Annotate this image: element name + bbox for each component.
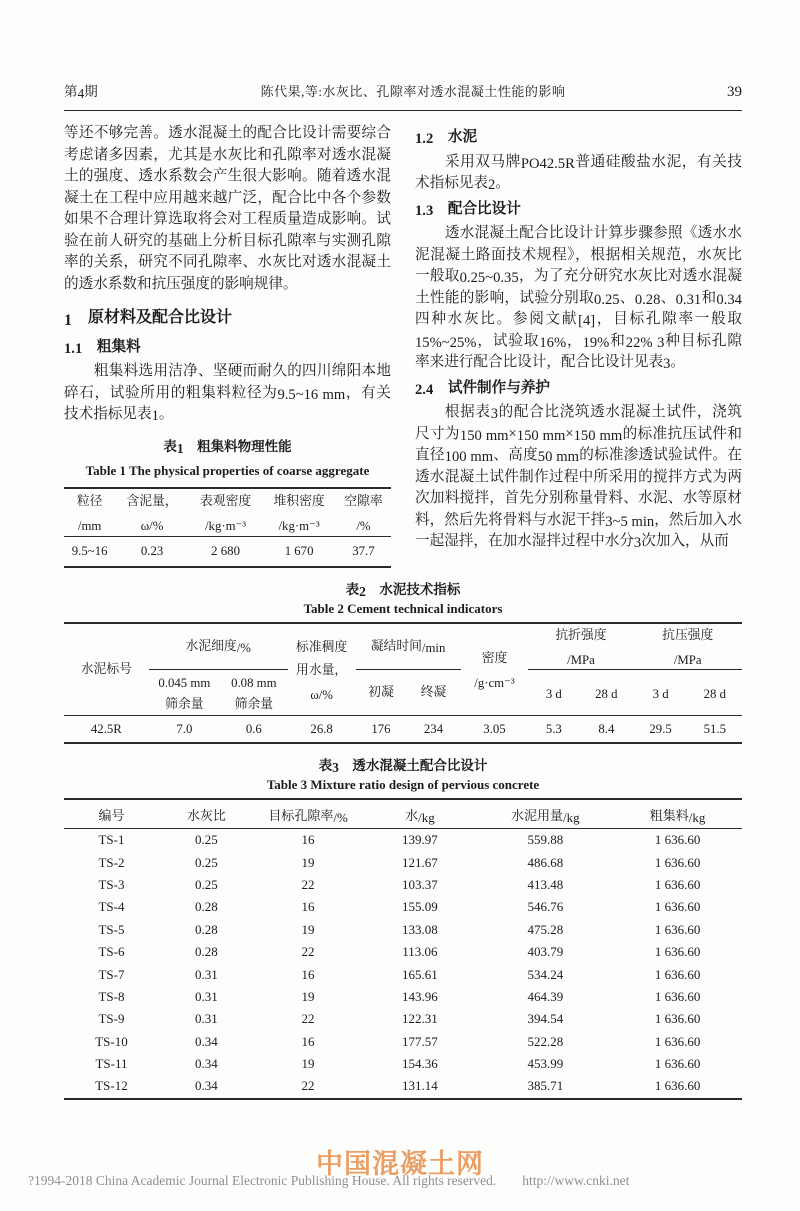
table-cell: 103.37 [402, 876, 438, 892]
table-row [64, 896, 742, 918]
table-cell: TS-8 [98, 988, 125, 1004]
table-row [64, 874, 742, 896]
table-cell: 26.8 [310, 722, 333, 736]
page-content [0, 80, 800, 1100]
table-cell: 234 [423, 722, 444, 736]
column-header: 3 d [633, 670, 687, 716]
table-cell: 0.34 [194, 1078, 218, 1094]
table-cell: 19 [301, 1056, 315, 1072]
table-cell: 8.4 [598, 722, 615, 736]
table-cell: 546.76 [527, 899, 564, 915]
section-heading-1: 1 原材料及配合比设计 [64, 309, 233, 329]
column-header: 初凝 [356, 670, 407, 716]
table-cell: 0.31 [194, 966, 218, 982]
table-cell: 0.31 [194, 1011, 218, 1027]
table1-data-row [64, 536, 391, 567]
table-cell: 0.34 [194, 1056, 218, 1072]
table-cell: 0.28 [194, 921, 218, 937]
table3-caption-en: Table 3 Mixture ratio design of pervious concrete [266, 777, 540, 792]
table-cell: 133.08 [402, 921, 438, 937]
table-cell: 1 636.60 [654, 899, 701, 915]
table-cell: 534.24 [527, 966, 564, 982]
table2-block [64, 578, 742, 744]
table-cell: 29.5 [649, 722, 672, 736]
table-cell: 1 636.60 [654, 988, 701, 1004]
table-cell: TS-4 [98, 899, 125, 915]
table-cell: 42.5R [90, 722, 122, 736]
table3-caption-zh: 表3 透水混凝土配合比设计 [318, 758, 488, 776]
watermark: 中国混凝土网 [316, 1149, 484, 1179]
table-cell: TS-10 [95, 1033, 128, 1049]
column-header: 目标孔隙率/% [254, 799, 362, 829]
table3-header-row [64, 799, 742, 829]
table-cell: 16 [301, 832, 315, 848]
column-header: 粒径 /mm [64, 488, 115, 537]
table-row [64, 986, 742, 1008]
table-cell: 486.68 [527, 854, 564, 870]
table-cell: 131.14 [402, 1078, 438, 1094]
paragraph: 透水混凝土配合比设计计算步骤参照《透水水泥混凝土路面技术规程》，根据相关规范，水灰比一般取0.25~0.35，为了充分研究水灰比对透水混凝土性能的影响，试验分别取0.25、0.28、0.31和0.34四种水灰比。参阅文献[4]，目标孔隙率一般取15%~25%，试验取16%，19%和22% 3种目标孔隙率来进行配合比设计，配合比设计见表3。 [415, 225, 742, 373]
column-header: 含泥量， ω/% [115, 488, 189, 537]
table-cell: 22 [301, 1011, 315, 1027]
table-cell: TS-12 [95, 1078, 128, 1094]
table-cell: TS-1 [98, 832, 125, 848]
table-cell: 385.71 [527, 1078, 564, 1094]
two-column-body [64, 123, 742, 568]
column-header: 标准稠度 用水量， ω/% [288, 623, 356, 716]
column-header: 0.08 mm 筛余量 [220, 670, 288, 716]
table-cell: 113.06 [402, 944, 438, 960]
table-row [64, 1008, 742, 1030]
right-column [415, 123, 742, 568]
column-header: 粗集料/kg [613, 799, 742, 829]
paragraph: 等还不够完善。透水混凝土的配合比设计需要综合考虑诸多因素，尤其是水灰比和孔隙率对透水混凝土的强度、透水系数会产生很大影响。随着透水混凝土在工程中应用越来越广泛，配合比中各个参数如果不合理计算选取将会对工程质量造成影响。试验在前人研究的基础上分析目标孔隙率与实测孔隙率的关系，研究不同孔隙率、水灰比对透水混凝土的透水系数和抗压强度的影响规律。 [64, 125, 391, 292]
section-heading-1-2: 1.2 水泥 [415, 129, 478, 148]
paragraph: 采用双马牌PO42.5R普通硅酸盐水泥，有关技术指标见表2。 [415, 153, 742, 194]
table-cell: 22 [301, 876, 315, 892]
running-title: 陈代果,等:水灰比、孔隙率对透水混凝土性能的影响 [260, 84, 566, 99]
column-header: 表观密度 /kg·m⁻³ [189, 488, 263, 537]
table-row [64, 1075, 742, 1098]
left-column [64, 123, 391, 568]
page-header [64, 80, 742, 111]
table-cell: 143.96 [402, 988, 438, 1004]
table-cell: 2 680 [211, 543, 240, 558]
table-cell: 51.5 [703, 722, 727, 736]
table-cell: 122.31 [402, 1011, 438, 1027]
table-cell: 559.88 [527, 832, 564, 848]
table2-group-header-row [64, 623, 742, 670]
column-group-header: 凝结时间/min [356, 623, 461, 670]
table-row [64, 1053, 742, 1075]
table-cell: TS-9 [98, 1011, 125, 1027]
table-cell: 16 [301, 1033, 315, 1049]
table-cell: 19 [301, 921, 315, 937]
table1 [64, 487, 391, 569]
paragraph: 根据表3的配合比浇筑透水混凝土试件，浇筑尺寸为150 mm×150 mm×150 mm的标准抗压试件和直径100 mm、高度50 mm的标准渗透试验试件。在透水混凝土试件制作过程中所采用的搅拌方式为两次加料搅拌，首先分别称量骨料、水泥、水等原材料，然后先将骨料与水泥干拌3~5 min，然后加入水一起湿拌，在加水湿拌过程中水分3次加入，从而 [415, 404, 742, 552]
table-cell: 453.99 [527, 1056, 564, 1072]
table-cell: 1 636.60 [654, 854, 701, 870]
table-row [64, 941, 742, 963]
table-cell: 475.28 [527, 921, 564, 937]
section-heading-1-3: 1.3 配合比设计 [415, 200, 521, 219]
table-cell: 0.28 [194, 944, 218, 960]
table-cell: 1 636.60 [654, 921, 701, 937]
table-cell: 3.05 [483, 722, 506, 736]
table-cell: 37.7 [352, 543, 375, 558]
table2-caption-zh: 表2 水泥技术指标 [345, 582, 461, 600]
table-cell: 5.3 [545, 722, 562, 736]
table-cell: TS-7 [98, 966, 125, 982]
table-cell: 1 636.60 [654, 832, 701, 848]
table-cell: 22 [301, 944, 315, 960]
column-header: 水/kg [362, 799, 477, 829]
table1-caption-en: Table 1 The physical properties of coarse aggregate [85, 463, 370, 478]
table-row [64, 829, 742, 852]
table-cell: 0.23 [140, 543, 164, 558]
table-cell: 522.28 [527, 1033, 564, 1049]
table-cell: 1 636.60 [654, 1033, 701, 1049]
table-cell: 0.25 [194, 832, 218, 848]
table-cell: 16 [301, 966, 315, 982]
table-cell: 403.79 [527, 944, 564, 960]
table-cell: 1 636.60 [654, 966, 701, 982]
table1-block [64, 436, 391, 569]
table-cell: 1 636.60 [654, 876, 701, 892]
column-group-header: 水泥细度/% [149, 623, 288, 670]
column-header: 堆积密度 /kg·m⁻³ [262, 488, 336, 537]
table-cell: 1 636.60 [654, 1011, 701, 1027]
table-cell: 1 670 [284, 543, 314, 558]
column-header: 终凝 [406, 670, 460, 716]
table-cell: 0.31 [194, 988, 218, 1004]
page-number: 39 [727, 84, 742, 100]
table1-header-row [64, 488, 391, 537]
table-cell: 413.48 [527, 876, 564, 892]
table-row [64, 851, 742, 873]
table-cell: TS-6 [98, 944, 125, 960]
table-cell: TS-3 [98, 876, 125, 892]
paper-page [0, 80, 800, 1211]
table-cell: 16 [301, 899, 315, 915]
journal-issue: 第4期 [64, 84, 98, 102]
table-cell: 19 [301, 854, 315, 870]
table3-block [64, 754, 742, 1100]
table-cell: 176 [371, 722, 391, 736]
table-cell: 154.36 [402, 1056, 438, 1072]
table2-sub-header-row [64, 670, 742, 716]
table-cell: TS-5 [98, 921, 125, 937]
column-header: 空隙率 /% [336, 488, 391, 537]
table-cell: 139.97 [402, 832, 438, 848]
column-header: 水灰比 [159, 799, 254, 829]
table2-caption-en: Table 2 Cement technical indicators [303, 601, 503, 616]
table3 [64, 798, 742, 1100]
table-cell: 464.39 [527, 988, 564, 1004]
table-cell: 1 636.60 [654, 1078, 701, 1094]
column-header: 密度 /g·cm⁻³ [461, 623, 529, 716]
table-cell: 19 [301, 988, 315, 1004]
column-header: 水泥标号 [64, 623, 149, 716]
table-row [64, 1031, 742, 1053]
table-cell: 177.57 [402, 1033, 438, 1049]
table2-data-row [64, 716, 742, 744]
column-group-header: 抗压强度 /MPa [633, 623, 742, 670]
table-row [64, 963, 742, 985]
table-cell: 1 636.60 [654, 1056, 701, 1072]
table-cell: 155.09 [402, 899, 438, 915]
table-cell: 0.25 [194, 854, 218, 870]
section-heading-2-4: 2.4 试件制作与养护 [415, 379, 551, 398]
table-cell: 1 636.60 [654, 944, 701, 960]
site-url: http://www.cnki.net [522, 1173, 630, 1188]
table-cell: TS-11 [95, 1056, 128, 1072]
table-cell: TS-2 [98, 854, 125, 870]
column-header: 28 d [688, 670, 742, 716]
table-cell: 22 [301, 1078, 315, 1094]
table-cell: 0.28 [194, 899, 218, 915]
table-cell: 165.61 [402, 966, 438, 982]
column-header: 0.045 mm 筛余量 [149, 670, 220, 716]
table-cell: 9.5~16 [71, 543, 108, 558]
column-header: 28 d [579, 670, 633, 716]
table-cell: 7.0 [176, 722, 193, 736]
table-cell: 394.54 [527, 1011, 564, 1027]
copyright-text: ?1994-2018 China Academic Journal Electronic Publishing House. All rights reserved. [28, 1173, 497, 1188]
table-cell: 121.67 [402, 854, 438, 870]
column-header: 水泥用量/kg [478, 799, 614, 829]
table2 [64, 622, 742, 744]
table-cell: 0.25 [194, 876, 218, 892]
table1-caption-zh: 表1 粗集料物理性能 [163, 438, 292, 456]
paragraph: 粗集料选用洁净、坚硬而耐久的四川绵阳本地碎石，试验所用的粗集料粒径为9.5~16 mm，有关技术指标见表1。 [64, 363, 391, 425]
table-row [64, 919, 742, 941]
column-group-header: 抗折强度 /MPa [528, 623, 633, 670]
section-heading-1-1: 1.1 粗集料 [64, 338, 141, 357]
column-header: 编号 [64, 799, 159, 829]
table-cell: 0.34 [194, 1033, 218, 1049]
column-header: 3 d [528, 670, 579, 716]
table-cell: 0.6 [245, 722, 262, 736]
